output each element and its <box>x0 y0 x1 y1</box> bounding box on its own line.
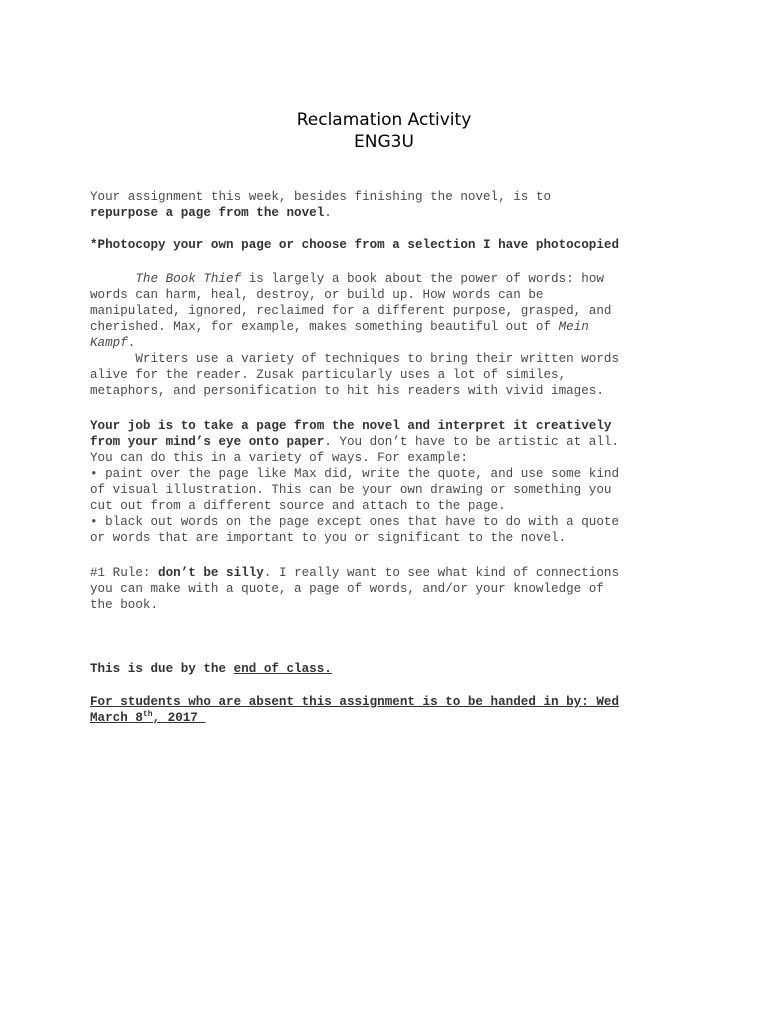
book-paragraph <box>90 271 675 399</box>
due-underlined: end of class. <box>233 662 332 676</box>
rule-prefix: #1 Rule: <box>90 566 159 580</box>
para1-line4: cherished. Max, for example, makes something beautiful out of <box>90 320 559 334</box>
intro-period: . <box>324 206 332 220</box>
bullet1-line2: of visual illustration. This can be your own drawing or something you <box>90 483 612 497</box>
rule-bold: don’t be silly <box>158 566 264 580</box>
para2-line2: alive for the reader. Zusak particularly uses a lot of similes, <box>90 368 567 382</box>
kampf-title: Kampf <box>90 336 128 350</box>
document-header <box>0 109 768 153</box>
course-code: ENG3U <box>354 132 414 152</box>
book-title: The Book Thief <box>135 272 242 286</box>
para1-line1: is largely a book about the power of words: how <box>241 272 604 286</box>
rule-line3: the book. <box>90 598 159 612</box>
para2-line3: metaphors, and personification to hit his readers with vivid images. <box>90 384 604 398</box>
intro-paragraph <box>90 189 675 221</box>
rule-line2: you can make with a quote, a page of words, and/or your knowledge of <box>90 582 604 596</box>
bullet1-line1: • paint over the page like Max did, write the quote, and use some kind <box>90 467 620 481</box>
intro-bold: repurpose a page from the novel <box>90 206 325 220</box>
para1-line3: manipulated, ignored, reclaimed for a different purpose, grasped, and <box>90 304 612 318</box>
intro-line: Your assignment this week, besides finishing the novel, is to <box>90 190 552 204</box>
absent-paragraph <box>90 694 675 726</box>
rule-line1-rest: . I really want to see what kind of connections <box>263 566 620 580</box>
due-paragraph <box>90 661 675 677</box>
photocopy-note-text: *Photocopy your own page or choose from a selection I have photocopied <box>90 238 620 252</box>
job-bold-line2: from your mind’s eye onto paper <box>90 435 325 449</box>
absent-date-sup: th <box>142 709 153 719</box>
job-paragraph <box>90 418 675 546</box>
bullet2-line1: • black out words on the page except ones that have to do with a quote <box>90 515 620 529</box>
para1-line2: words can harm, heal, destroy, or build up. How words can be <box>90 288 544 302</box>
absent-line1: For students who are absent this assignment is to be handed in by: Wed <box>90 695 620 709</box>
bullet2-line2: or words that are important to you or significant to the novel. <box>90 531 567 545</box>
para2-line1: Writers use a variety of techniques to bring their written words <box>135 352 620 366</box>
absent-date-end: , 2017 <box>152 711 206 725</box>
job-line2-rest: . You don’t have to be artistic at all. <box>324 435 620 449</box>
absent-date-start: March 8 <box>90 711 143 725</box>
job-line3: You can do this in a variety of ways. For example: <box>90 451 468 465</box>
job-bold-line1: Your job is to take a page from the novel and interpret it creatively <box>90 419 612 433</box>
bullet1-line3: cut out from a different source and attach to the page. <box>90 499 506 513</box>
page-title: Reclamation Activity <box>296 110 472 130</box>
para1-line5-end: . <box>127 336 136 350</box>
rule-paragraph <box>90 565 675 613</box>
photocopy-note <box>90 237 675 253</box>
due-bold: This is due by the <box>90 662 234 676</box>
mein-title: Mein <box>558 320 589 334</box>
